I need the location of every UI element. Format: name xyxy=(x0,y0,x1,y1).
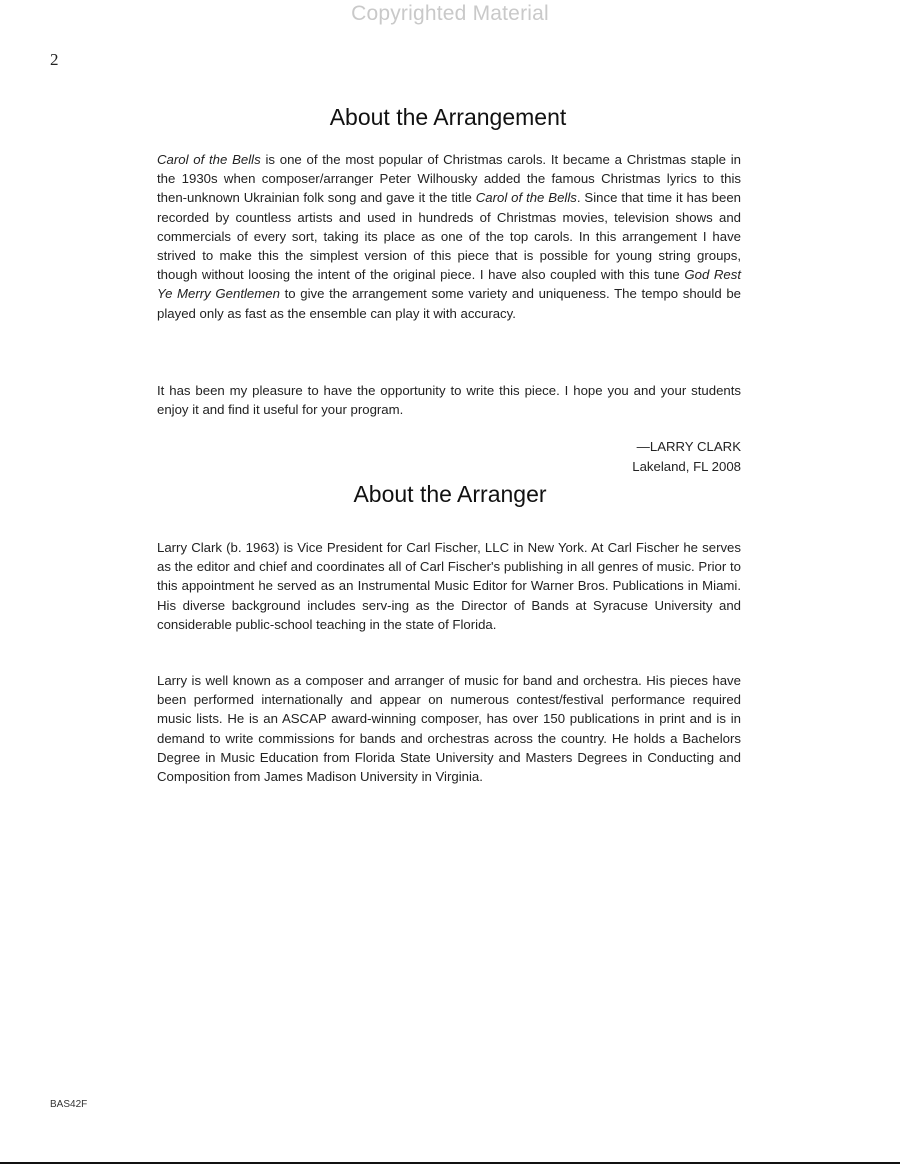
arranger-paragraph-1: Larry Clark (b. 1963) is Vice President for Carl Fischer, LLC in New York. At Carl Fischer he serves as the editor and chief and coordinates all of Carl Fischer's publishing in all genres of music. Prior to this appointment he served as an Instrumental Music Editor for Warner Bros. Publications in Miami. His diverse background includes serv-ing as the Director of Bands at Syracuse University and considerable public-school teaching in the state of Florida. xyxy=(157,540,741,632)
signature-place-date: Lakeland, FL 2008 xyxy=(632,458,741,474)
paragraph-text: . Since that time it has been recorded by countless artists and used in hundreds of Christmas movies, television shows and commercials of every sort, taking its place as one of the top carols. In this arrangement I have strived to make this the simplest version of this piece that is possible for young string groups, though without loosing the intent of the original piece. I have also coupled with this tune xyxy=(157,190,741,283)
italic-title: God Rest Ye Merry Gentlemen xyxy=(157,267,741,302)
section-title-arrangement: About the Arrangement xyxy=(329,104,567,130)
paragraph-text: to give the arrangement some variety and uniqueness. The tempo should be played only as fast as the ensemble can play it with accuracy. xyxy=(157,286,741,321)
copyright-watermark: Copyrighted Material xyxy=(351,2,549,25)
signature-name: —LARRY CLARK xyxy=(636,439,741,454)
arranger-paragraph-2: Larry is well known as a composer and arranger of music for band and orchestra. His pieces have been performed internationally and appear on numerous contest/festival performance required music lists. He is an ASCAP award-winning composer, has over 150 publications in print and is in demand to write commissions for bands and orchestras across the country. He holds a Bachelors Degree in Music Education from Florida State University and Masters Degrees in Conducting and Composition from James Madison University in Virginia. xyxy=(157,673,741,785)
italic-title: Carol of the Bells xyxy=(475,190,577,206)
arrangement-paragraph-1 xyxy=(157,150,741,323)
section-title-arranger: About the Arranger xyxy=(353,481,547,507)
signature-block xyxy=(632,437,741,476)
arrangement-paragraph-2: It has been my pleasure to have the opportunity to write this piece. I hope you and your students enjoy it and find it useful for your program. xyxy=(157,383,741,418)
paragraph-text: is one of the most popular of Christmas carols. It became a Christmas staple in the 1930s when composer/arranger Peter Wilhousky added the famous Christmas lyrics to this then-unknown Ukrainian folk song and gave it the title xyxy=(157,152,742,206)
catalog-code: BAS42F xyxy=(50,1099,88,1110)
page-number: 2 xyxy=(50,50,59,69)
italic-title: Carol of the Bells xyxy=(157,152,261,167)
